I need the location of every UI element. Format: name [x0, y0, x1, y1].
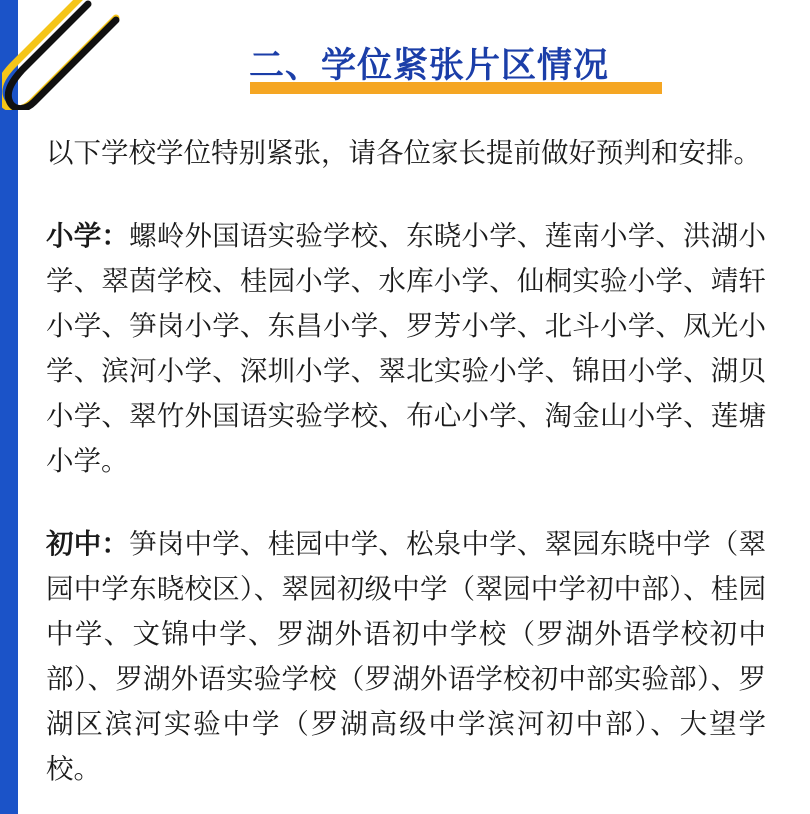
document-header: [18, 0, 810, 110]
junior-school-label: 初中：: [46, 528, 130, 559]
page-title-text: 二、学位紧张片区情况: [249, 46, 610, 85]
intro-paragraph: 以下学校学位特别紧张，请各位家长提前做好预判和安排。: [46, 137, 761, 168]
junior-school-paragraph: [46, 521, 766, 791]
primary-school-list: 螺岭外国语实验学校、东晓小学、莲南小学、洪湖小学、翠茵学校、桂园小学、水库小学、仙桐实验小学、靖轩小学、笋岗小学、东昌小学、罗芳小学、北斗小学、凤光小学、滨河小学、深圳小学、翠北实验小学、锦田小学、湖贝小学、翠竹外国语实验学校、布心小学、淘金山小学、莲塘小学。: [46, 220, 767, 476]
page-title: [243, 38, 615, 90]
document-body: [46, 130, 766, 791]
left-accent-bar: [0, 0, 18, 814]
primary-school-label: 小学：: [46, 220, 130, 251]
junior-school-list: 笋岗中学、桂园中学、松泉中学、翠园东晓中学（翠园中学东晓校区）、翠园初级中学（翠园中学初中部）、桂园中学、文锦中学、罗湖外语初中学校（罗湖外语学校初中部）、罗湖外语实验学校（罗湖外语学校初中部实验部）、罗湖区滨河实验中学（罗湖高级中学滨河初中部）、大望学校。: [46, 528, 767, 784]
primary-school-paragraph: [46, 213, 766, 483]
